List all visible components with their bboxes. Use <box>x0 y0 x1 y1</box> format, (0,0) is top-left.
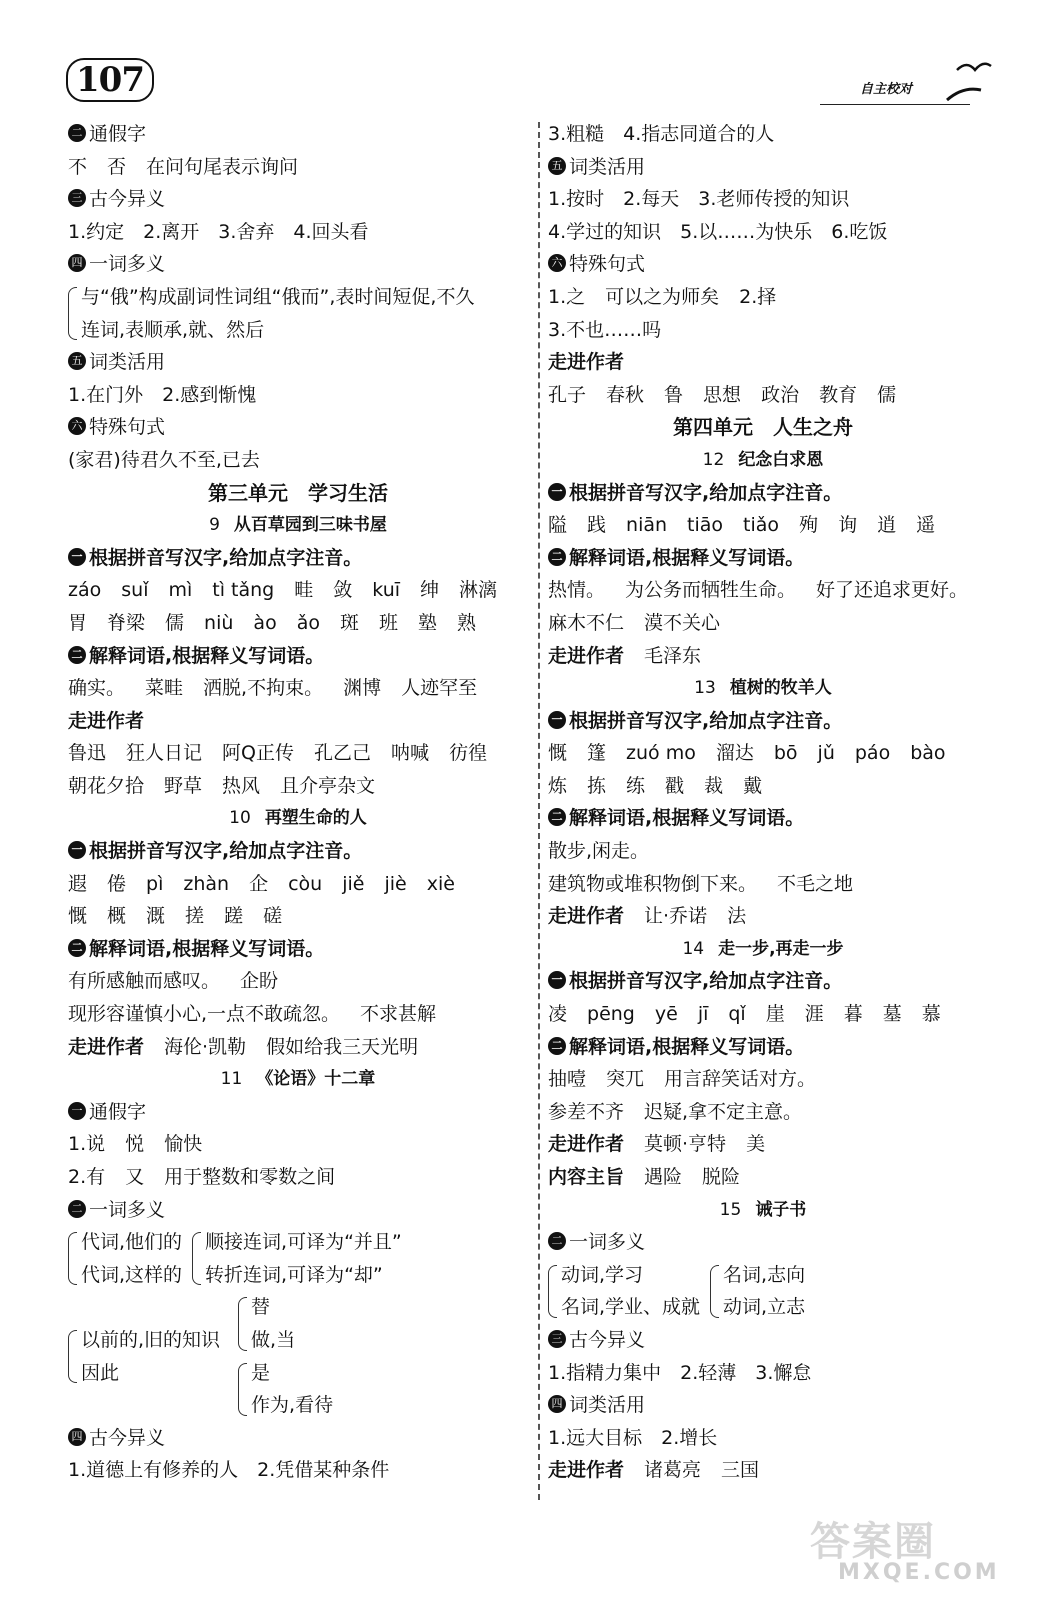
section-heading: 二 解释词语,根据释义写词语。 <box>548 542 978 575</box>
answer-line: 1.约定 2.离开 3.舍弃 4.回头看 <box>68 220 369 243</box>
brand-label: 自主校对 <box>860 82 913 97</box>
brace-row <box>68 1226 528 1291</box>
author-label: 走进作者 <box>548 351 625 374</box>
lesson-title: 14 走一步,再走一步 <box>682 938 844 959</box>
lesson-title: 11 《论语》十二章 <box>220 1069 376 1090</box>
section-heading: 一 通假字 <box>68 1096 528 1129</box>
brace-group <box>238 1357 333 1422</box>
unit-title: 第三单元 学习生活 <box>208 480 388 505</box>
bird-icon <box>945 56 995 104</box>
section-heading: 二 解释词语,根据释义写词语。 <box>68 640 528 673</box>
answer-line: 1.道德上有修养的人 2.凭借某种条件 <box>68 1459 390 1482</box>
answer-line: 顺接连词,可译为“并且” <box>205 1231 402 1254</box>
column-divider <box>538 122 540 1500</box>
answer-line: (家君)待君久不至,已去 <box>68 448 260 471</box>
answer-line: 4.学过的知识 5.以……为快乐 6.吃饭 <box>548 220 888 243</box>
answer-line: 慨 篷 zuó mo 溜达 bō jǔ páo bào <box>548 742 946 765</box>
answer-line: 1.在门外 2.感到惭愧 <box>68 383 257 406</box>
answer-line: 作为,看待 <box>251 1394 334 1417</box>
section-heading: 一 根据拼音写汉字,给加点字注音。 <box>548 477 978 510</box>
answer-line: 动词,学习 <box>561 1263 644 1286</box>
answer-line: 1.说 悦 愉快 <box>68 1133 203 1156</box>
lesson-title: 9 从百草园到三味书屋 <box>209 515 387 536</box>
section-heading: 四 词类活用 <box>548 1389 978 1422</box>
answer-line: 替 <box>251 1296 271 1319</box>
section-heading: 二 一词多义 <box>68 1194 528 1227</box>
section-heading: 一 根据拼音写汉字,给加点字注音。 <box>68 542 528 575</box>
section-heading: 二 解释词语,根据释义写词语。 <box>548 802 978 835</box>
section-heading: 三 古今异义 <box>548 1324 978 1357</box>
answer-line: 1.按时 2.每天 3.老师传授的知识 <box>548 188 850 211</box>
answer-line: 散步,闲走。 <box>548 840 650 863</box>
answer-line: 以前的,旧的知识 <box>81 1328 221 1351</box>
section-heading: 一 根据拼音写汉字,给加点字注音。 <box>68 835 528 868</box>
page-number: 107 <box>66 58 154 102</box>
answer-line: 1.远大目标 2.增长 <box>548 1426 718 1449</box>
answer-line: 有所感触而感叹。 企盼 <box>68 970 279 993</box>
lesson-title: 13 植树的牧羊人 <box>694 678 832 699</box>
answer-line: 炼 拣 练 戳 裁 戴 <box>548 774 763 797</box>
right-column <box>548 118 978 1487</box>
lesson-title: 15 诫子书 <box>719 1199 807 1220</box>
answer-line: 动词,立志 <box>723 1296 806 1319</box>
brace <box>548 1265 557 1318</box>
brace <box>192 1232 201 1285</box>
answer-line: 凌 pēng yē jī qǐ 崖 涯 暮 墓 慕 <box>548 1003 941 1026</box>
answer-line: 胃 脊梁 儒 niù ào ǎo 斑 班 塾 熟 <box>68 611 477 634</box>
section-heading: 四 一词多义 <box>68 248 528 281</box>
answer-line: 名词,志向 <box>723 1263 806 1286</box>
answer-line: 连词,表顺承,就、然后 <box>81 318 265 341</box>
brace <box>238 1363 247 1416</box>
brace-group <box>68 281 528 346</box>
section-heading: 三 古今异义 <box>68 183 528 216</box>
answer-line: 因此 <box>81 1361 120 1384</box>
answer-line: 做,当 <box>251 1328 296 1351</box>
brace-group <box>710 1259 805 1324</box>
answer-line: 朝花夕拾 野草 热风 且介亭杂文 <box>68 774 376 797</box>
answer-line: 麻木不仁 漠不关心 <box>548 611 721 634</box>
section-heading: 二 通假字 <box>68 118 528 151</box>
section-heading: 一 根据拼音写汉字,给加点字注音。 <box>548 705 978 738</box>
answer-line: 遐 倦 pì zhàn 企 còu jiě jiè xiè <box>68 872 455 895</box>
answer-line: 2.有 又 用于整数和零数之间 <box>68 1166 336 1188</box>
section-heading: 五 词类活用 <box>548 151 978 184</box>
brace-group <box>68 1324 220 1389</box>
brace-row <box>548 1259 978 1324</box>
section-heading: 二 解释词语,根据释义写词语。 <box>548 1031 978 1064</box>
answer-line: 1.之 可以之为师矣 2.择 <box>548 285 777 308</box>
answer-line: 代词,他们的 <box>81 1231 183 1254</box>
section-heading: 一 根据拼音写汉字,给加点字注音。 <box>548 965 978 998</box>
answer-line: záo suǐ mì tì tǎng 畦 敛 kuī 绅 淋漓 <box>68 579 498 602</box>
watermark-logo: 答案圈 <box>810 1519 936 1565</box>
answer-line: 3.粗糙 4.指志同道合的人 <box>548 123 775 145</box>
brace <box>68 1232 77 1285</box>
brace <box>238 1297 247 1350</box>
header-rule <box>820 104 970 105</box>
answer-line: 走进作者 让·乔诺 法 <box>548 905 747 928</box>
brace <box>710 1265 719 1318</box>
answer-line: 热情。 为公务而牺牲生命。 好了还追求更好。 <box>548 579 969 602</box>
answer-line: 慨 概 溉 搓 蹉 磋 <box>68 905 283 928</box>
brace <box>68 1330 77 1383</box>
answer-line: 现形容谨慎小心,一点不敢疏忽。 不求甚解 <box>68 1003 437 1026</box>
author-label: 走进作者 <box>68 709 145 732</box>
answer-line: 抽噎 突兀 用言辞笑话对方。 <box>548 1068 817 1091</box>
lesson-title: 10 再塑生命的人 <box>229 808 367 829</box>
answer-line: 参差不齐 迟疑,拿不定主意。 <box>548 1100 803 1123</box>
section-heading: 六 特殊句式 <box>68 411 528 444</box>
section-heading: 二 一词多义 <box>548 1226 978 1259</box>
left-column <box>68 118 528 1487</box>
section-heading: 六 特殊句式 <box>548 248 978 281</box>
answer-line: 是 <box>251 1361 271 1384</box>
answer-line: 与“俄”构成副词性词组“俄而”,表时间短促,不久 <box>81 285 475 308</box>
answer-line: 孔子 春秋 鲁 思想 政治 教育 儒 <box>548 383 897 406</box>
brace-group <box>192 1226 402 1291</box>
brace-group <box>68 1226 182 1291</box>
section-heading: 二 解释词语,根据释义写词语。 <box>68 933 528 966</box>
answer-line: 走进作者 海伦·凯勒 假如给我三天光明 <box>68 1035 419 1058</box>
section-heading: 五 词类活用 <box>68 346 528 379</box>
answer-line: 3.不也……吗 <box>548 318 662 341</box>
brace-row <box>68 1291 528 1421</box>
unit-title: 第四单元 人生之舟 <box>673 415 853 440</box>
answer-line: 名词,学业、成就 <box>561 1296 701 1319</box>
section-heading: 四 古今异义 <box>68 1422 528 1455</box>
answer-line: 鲁迅 狂人日记 阿Q正传 孔乙己 呐喊 彷徨 <box>68 742 488 765</box>
lesson-title: 12 纪念白求恩 <box>702 449 824 470</box>
answer-line: 走进作者 莫顿·亨特 美 <box>548 1133 766 1156</box>
answer-line: 隘 践 niān tiāo tiǎo 殉 询 逍 遥 <box>548 514 936 537</box>
answer-line: 1.指精力集中 2.轻薄 3.懈怠 <box>548 1361 812 1384</box>
answer-line: 内容主旨 遇险 脱险 <box>548 1166 741 1188</box>
watermark-url: MXQE.COM <box>838 1560 1000 1585</box>
answer-line: 不 否 在问句尾表示询问 <box>68 155 299 178</box>
brace-group <box>548 1259 700 1324</box>
answer-line: 转折连词,可译为“却” <box>205 1263 383 1286</box>
answer-line: 确实。 菜畦 洒脱,不拘束。 渊博 人迹罕至 <box>68 677 478 700</box>
answer-line: 走进作者 毛泽东 <box>548 644 702 667</box>
answer-line: 走进作者 诸葛亮 三国 <box>548 1459 760 1482</box>
answer-line: 建筑物或堆积物倒下来。 不毛之地 <box>548 872 854 895</box>
brace <box>68 287 77 340</box>
brace-group <box>238 1291 333 1356</box>
answer-line: 代词,这样的 <box>81 1263 183 1286</box>
